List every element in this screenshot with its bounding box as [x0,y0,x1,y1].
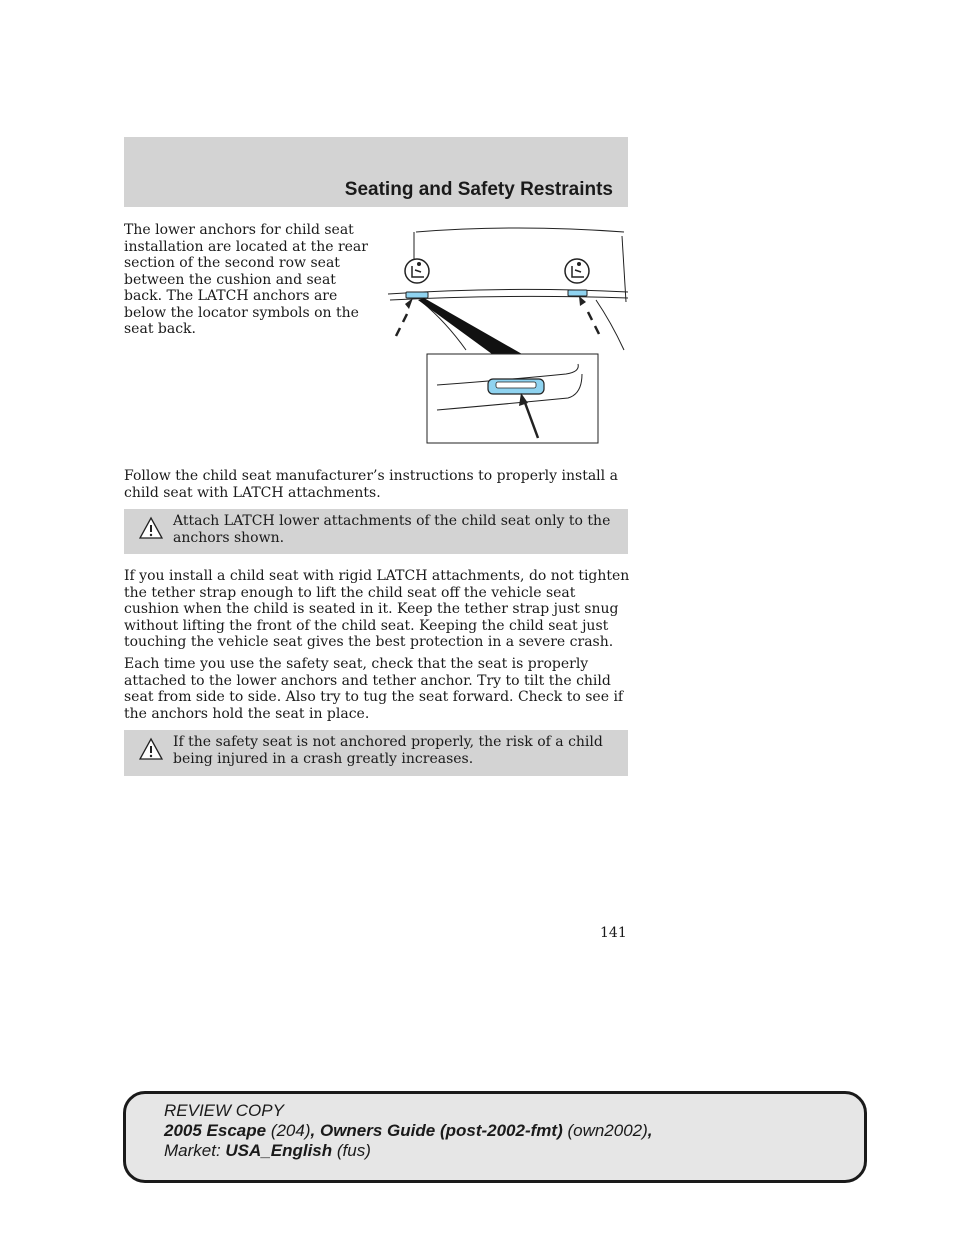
footer-guide: Owners Guide (post-2002-fmt) [319,1121,563,1140]
right-latch-anchor [568,290,587,296]
warning-triangle-icon [139,516,163,540]
callout-wedge [418,298,522,354]
body-paragraph: Follow the child seat manufacturer’s instructions to properly install a child seat with LATCH attachments. [124,468,618,501]
child-seat-locator-icon [405,259,429,283]
warning-box [124,730,628,776]
warning-box [124,509,628,554]
footer-guide-code: (own2002) [562,1121,648,1140]
footer-model: 2005 Escape [164,1121,267,1140]
footer-market: USA_English [225,1141,333,1160]
inset-detail-box [427,354,598,443]
child-seat-locator-icon [565,259,589,283]
body-paragraph: Each time you use the safety seat, check that the seat is properly attached to the lower anchors and tether anchor. Try to tilt the child seat from side to side. Also try to tug the seat forward. Check to see if the anchors hold the seat in place. [124,656,624,722]
footer-review-label: REVIEW COPY [164,1101,284,1120]
footer-document-line: 2005 Escape (204), Owners Guide (post-2002-fmt) (own2002), [164,1121,653,1140]
body-paragraph: If you install a child seat with rigid LATCH attachments, do not tighten the tether strap enough to lift the child seat off the vehicle seat cushion when the child is seated in it. Keep the tether strap just snug without lifting the front of the child seat. Keeping the child seat just touching the vehicle seat gives the best protection in a severe crash. [124,568,630,650]
review-copy-footer [123,1091,867,1183]
section-header-band [124,137,628,207]
footer-market-code: (fus) [332,1141,371,1160]
footer-market-label: Market: [164,1141,226,1160]
warning-text: Attach LATCH lower attachments of the child seat only to the anchors shown. [173,513,611,546]
left-latch-anchor [406,292,428,298]
intro-paragraph: The lower anchors for child seat installation are located at the rear section of the second row seat between the cushion and seat back. The LATCH anchors are below the locator symbols on the seat back. [124,222,368,337]
warning-text: If the safety seat is not anchored properly, the risk of a child being injured in a crash greatly increases. [173,734,603,767]
footer-model-code: (204) [266,1121,311,1140]
footer-market-line [164,1141,653,1161]
latch-anchor-illustration [386,222,630,446]
section-title: Seating and Safety Restraints [344,179,613,200]
warning-triangle-icon [139,737,163,761]
page-number: 141 [600,925,627,941]
